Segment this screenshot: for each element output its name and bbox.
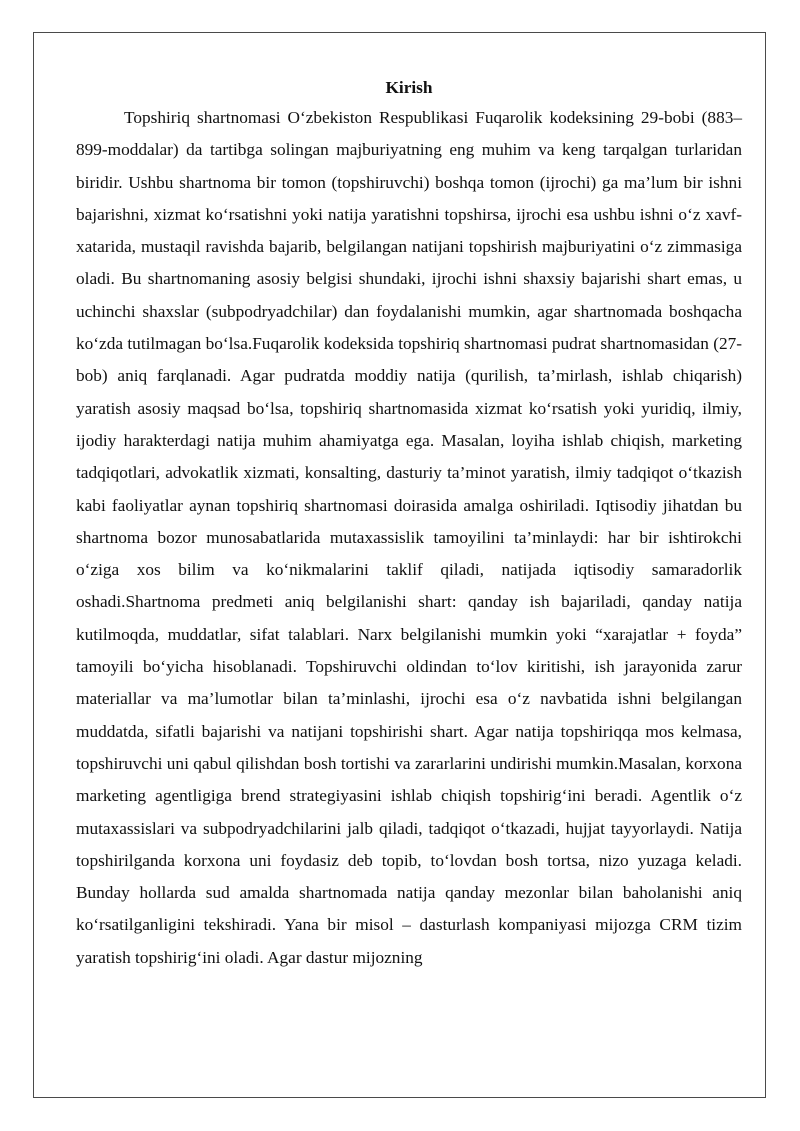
document-title: Kirish: [385, 78, 433, 97]
body-paragraph: Topshiriq shartnomasi O‘zbekiston Respublikasi Fuqarolik kodeksining 29-bobi (883–899-moddalar) da tartibga solingan majburiyatning eng muhim va keng tarqalgan turlaridan biridir. Ushbu shartnoma bir tomon (topshiruvchi) boshqa tomon (ijrochi) ga ma’lum bir ishni bajarishni, xizmat ko‘rsatishni yoki natija yaratishni topshirsa, ijrochi esa ushbu ishni o‘z xavf-xatarida, mustaqil ravishda bajarib, belgilangan natijani topshirish majburiyatini o‘z zimmasiga oladi. Bu shartnomaning asosiy belgisi shundaki, ijrochi ishni shaxsiy bajarishi shart emas, u uchinchi shaxslar (subpodryadchilar) dan foydalanishi mumkin, agar shartnomada boshqacha ko‘zda tutilmagan bo‘lsa.Fuqarolik kodeksida topshiriq shartnomasi pudrat shartnomasidan (27-bob) aniq farqlanadi. Agar pudratda moddiy natija (qurilish, ta’mirlash, ishlab chiqarish) yaratish asosiy maqsad bo‘lsa, topshiriq shartnomasida xizmat ko‘rsatish yoki yuridiq, ilmiy, ijodiy harakterdagi natija muhim ahamiyatga ega. Masalan, loyiha ishlab chiqish, marketing tadqiqotlari, advokatlik xizmati, konsalting, dasturiy ta’minot yaratish, ilmiy tadqiqot o‘tkazish kabi faoliyatlar aynan topshiriq shartnomasi doirasida amalga oshiriladi. Iqtisodiy jihatdan bu shartnoma bozor munosabatlarida mutaxassislik tamoyilini ta’minlaydi: har bir ishtirokchi o‘ziga xos bilim va ko‘nikmalarini taklif qiladi, natijada iqtisodiy samaradorlik oshadi.Shartnoma predmeti aniq belgilanishi shart: qanday ish bajariladi, qanday natija kutilmoqda, muddatlar, sifat talablari. Narx belgilanishi mumkin yoki “xarajatlar + foyda” tamoyili bo‘yicha hisoblanadi. Topshiruvchi oldindan to‘lov kiritishi, ish jarayonida zarur materiallar va ma’lumotlar bilan ta’minlashi, ijrochi esa o‘z navbatida ishni belgilangan muddatda, sifatli bajarishi va natijani topshirishi shart. Agar natija topshiriqqa mos kelmasa, topshiruvchi uni qabul qilishdan bosh tortishi va zararlarini undirishi mumkin.Masalan, korxona marketing agentligiga brend strategiyasini ishlab chiqish topshirig‘ini beradi. Agentlik o‘z mutaxassislari va subpodryadchilarini jalb qiladi, tadqiqot o‘tkazadi, hujjat tayyorlaydi. Natija topshirilganda korxona uni foydasiz deb topib, to‘lovdan bosh tortsa, nizo yuzaga keladi. Bunday hollarda sud amalda shartnomada natija qanday mezonlar bilan baholanishi aniq ko‘rsatilganligini tekshiradi. Yana bir misol – dasturlash kompaniyasi mijozga CRM tizim yaratish topshirig‘ini oladi. Agar dastur mijozning: [76, 108, 742, 967]
document-body: [76, 74, 742, 974]
